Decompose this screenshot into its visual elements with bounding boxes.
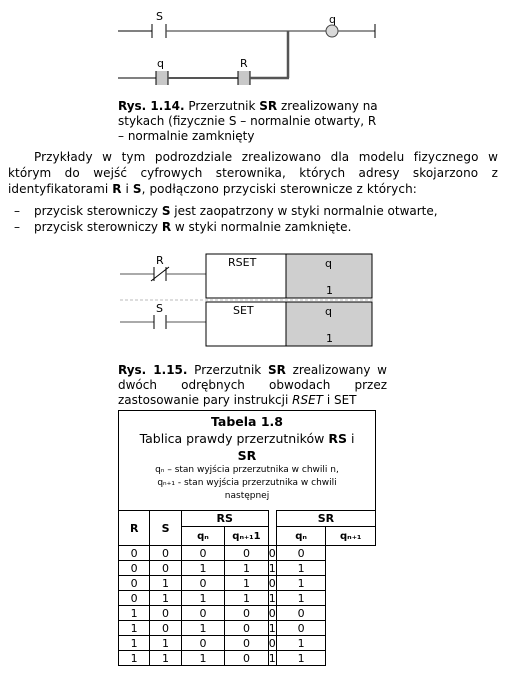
contact-s-label: S bbox=[156, 302, 163, 315]
table-cell: 1 bbox=[150, 591, 181, 606]
table-cell: 0 bbox=[276, 606, 326, 621]
table-row bbox=[119, 621, 376, 636]
contact-s-label: S bbox=[156, 10, 163, 23]
rset-output-value: 1 bbox=[326, 284, 333, 297]
table-row bbox=[119, 576, 376, 591]
bullet-text: przycisk sterowniczy S jest zaopatrzony w styki normalnie otwarte, bbox=[34, 204, 438, 218]
bullet-text: przycisk sterowniczy R w styki normalnie zamknięte. bbox=[34, 220, 352, 234]
table-cell: 0 bbox=[268, 636, 276, 650]
table-row bbox=[119, 546, 376, 561]
rset-block-label: RSET bbox=[228, 256, 257, 269]
group-header-rs: RS bbox=[181, 511, 268, 527]
table-cell: 0 bbox=[225, 621, 269, 636]
bullet-item bbox=[14, 203, 494, 219]
table-cell: 0 bbox=[150, 621, 181, 636]
truth-table bbox=[118, 510, 376, 666]
table-cell: 1 bbox=[181, 561, 225, 576]
table-subtitle-sr: SR bbox=[237, 448, 257, 463]
table-cell: 1 bbox=[181, 651, 225, 666]
table-row bbox=[119, 561, 376, 576]
table-header-box bbox=[118, 410, 376, 511]
ladder-diagram-sr bbox=[100, 4, 385, 92]
table-subtitle: Tablica prawdy przerzutników RS i bbox=[139, 431, 355, 446]
table-cell: 1 bbox=[276, 576, 326, 591]
table-title: Tabela 1.8 bbox=[211, 414, 283, 429]
table-row bbox=[119, 636, 376, 651]
table-cell: 1 bbox=[150, 636, 181, 651]
coil-q-label: q bbox=[329, 13, 336, 26]
col-header-r: R bbox=[119, 511, 150, 546]
table-cell: 0 bbox=[119, 546, 150, 561]
table-cell: 1 bbox=[119, 651, 150, 666]
col-header-s: S bbox=[150, 511, 181, 546]
figure-caption-1-15 bbox=[118, 363, 387, 408]
sub-header-qn1: qₙ₊₁1 bbox=[225, 527, 269, 546]
table-cell: 1 bbox=[119, 606, 150, 621]
sub-header-qn: qₙ bbox=[181, 527, 225, 546]
table-cell: 1 bbox=[150, 651, 181, 666]
rset-output-label: q bbox=[325, 257, 332, 270]
table-cell: 1 bbox=[225, 561, 269, 576]
table-note: qₙ₊₁ - stan wyjścia przerzutnika w chwili bbox=[157, 478, 337, 488]
table-cell: 1 bbox=[181, 591, 225, 606]
table-cell: 0 bbox=[225, 636, 269, 651]
caption-label: Rys. 1.14. bbox=[118, 99, 185, 113]
table-cell: 1 bbox=[268, 651, 276, 665]
figure-caption-1-14 bbox=[118, 99, 388, 144]
table-cell: 0 bbox=[276, 546, 326, 561]
contact-r-label: R bbox=[240, 57, 248, 70]
caption-label: Rys. 1.15. bbox=[118, 363, 188, 377]
table-cell: 1 bbox=[276, 591, 326, 606]
table-cell: 1 bbox=[276, 651, 326, 666]
table-cell: 1 bbox=[225, 591, 269, 606]
table-cell: 1 bbox=[119, 636, 150, 651]
table-cell: 1 bbox=[276, 636, 326, 651]
table-cell: 0 bbox=[119, 576, 150, 591]
caption-text: zrealizowany na bbox=[277, 99, 378, 113]
table-cell: 0 bbox=[225, 546, 269, 561]
caption-line: zastosowanie pary instrukcji RSET i SET bbox=[118, 393, 357, 407]
bullet-dash: – bbox=[14, 220, 20, 234]
caption-sr: SR bbox=[259, 99, 278, 113]
group-header-sr: SR bbox=[276, 511, 375, 527]
caption-text: Przerzutnik bbox=[187, 363, 268, 377]
contact-r-label: R bbox=[156, 254, 164, 267]
table-cell: 1 bbox=[181, 621, 225, 636]
table-row bbox=[119, 606, 376, 621]
table-cell: 0 bbox=[181, 606, 225, 621]
table-cell: 0 bbox=[150, 546, 181, 561]
table-cell: 0 bbox=[268, 546, 276, 560]
para-line: identyfikatorami R i S, podłączono przyciski sterownicze z których: bbox=[8, 182, 417, 196]
ladder-diagram-rset-set bbox=[118, 250, 378, 350]
contact-q-label: q bbox=[157, 57, 164, 70]
table-cell: 1 bbox=[268, 561, 276, 575]
caption-line: – normalnie zamknięty bbox=[118, 129, 255, 143]
table-cell: 0 bbox=[268, 606, 276, 620]
table-row bbox=[119, 651, 376, 666]
table-cell: 0 bbox=[119, 561, 150, 576]
body-paragraph bbox=[8, 149, 498, 197]
caption-line: stykach (fizycznie S – normalnie otwarty, R bbox=[118, 114, 377, 128]
set-output-value: 1 bbox=[326, 332, 333, 345]
table-cell: 0 bbox=[119, 591, 150, 606]
caption-text: zrealizowany w bbox=[285, 363, 387, 377]
table-note: qₙ – stan wyjścia przerzutnika w chwili n, bbox=[155, 465, 339, 475]
sub-header-qn1: qₙ₊₁ bbox=[326, 527, 376, 546]
table-note: następnej bbox=[224, 491, 270, 501]
table-cell: 0 bbox=[225, 651, 269, 666]
table-cell: 1 bbox=[276, 561, 326, 576]
bullet-dash: – bbox=[14, 204, 20, 218]
caption-line: dwóch odrębnych obwodach przez bbox=[118, 378, 387, 392]
caption-sr: SR bbox=[267, 363, 286, 377]
table-cell: 0 bbox=[225, 606, 269, 621]
table-cell: 1 bbox=[268, 621, 276, 635]
table-row bbox=[119, 591, 376, 606]
table-cell: 0 bbox=[181, 636, 225, 651]
set-output-label: q bbox=[325, 305, 332, 318]
column-gap bbox=[268, 511, 276, 546]
table-cell: 1 bbox=[268, 591, 276, 605]
table-cell: 1 bbox=[119, 621, 150, 636]
para-line: którym do wejść cyfrowych sterownika, których adresy skojarzono z bbox=[8, 166, 498, 180]
sub-header-qn: qₙ bbox=[276, 527, 326, 546]
set-block-label: SET bbox=[233, 304, 254, 317]
table-cell: 0 bbox=[181, 576, 225, 591]
table-cell: 0 bbox=[276, 621, 326, 636]
table-cell: 0 bbox=[268, 576, 276, 590]
bullet-item bbox=[14, 219, 494, 235]
table-cell: 0 bbox=[181, 546, 225, 561]
table-cell: 1 bbox=[225, 576, 269, 591]
table-cell: 1 bbox=[150, 576, 181, 591]
caption-text: Przerzutnik bbox=[184, 99, 260, 113]
table-cell: 0 bbox=[150, 561, 181, 576]
table-cell: 0 bbox=[150, 606, 181, 621]
para-line: Przykłady w tym podrozdziale zrealizowano dla modelu fizycznego w bbox=[34, 150, 498, 164]
